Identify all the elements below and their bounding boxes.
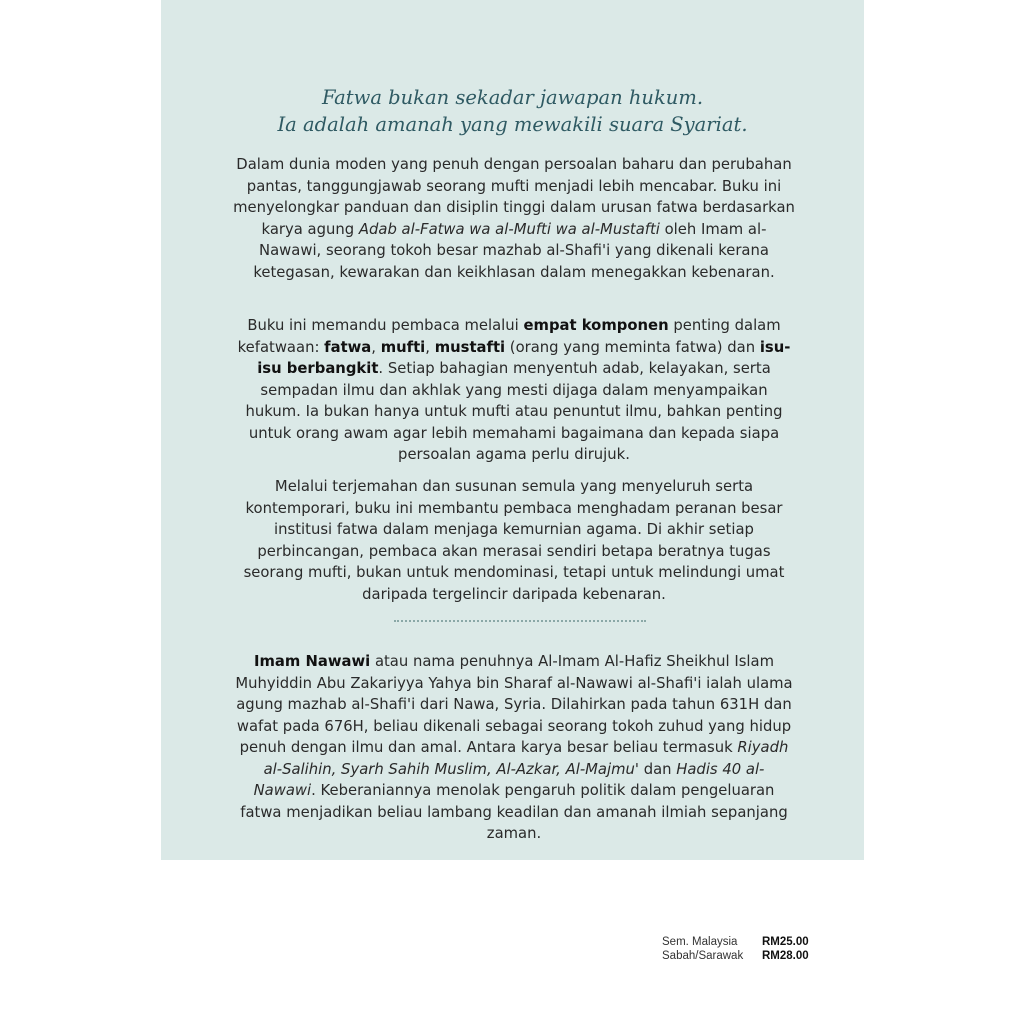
synopsis-paragraph-2 <box>233 315 795 466</box>
synopsis-paragraph-1 <box>233 154 795 283</box>
price-row <box>662 935 809 949</box>
synopsis-paragraph-3: Melalui terjemahan dan susunan semula yang menyeluruh serta kontemporari, buku ini membantu pembaca menghadam peranan besar institusi fatwa dalam menjaga kemurnian agama. Di akhir setiap perbincangan, pembaca akan merasai sendiri betapa beratnya tugas seorang mufti, bukan untuk mendominasi, tetapi untuk melindungi umat daripada tergelincir daripada kebenaran. <box>243 478 785 603</box>
paragraph-text: Dalam dunia moden yang penuh dengan persoalan baharu dan perubahan pantas, tanggungjawab seorang mufti menjadi lebih mencabar. Buku ini menyelongkar panduan dan disiplin tinggi dalam urusan fatwa berdasarkan karya agung <box>233 156 795 238</box>
paragraph-text: (orang yang meminta fatwa) dan <box>505 338 760 356</box>
bold-term: isu-isu berbangkit <box>257 338 791 377</box>
price-value: RM28.00 <box>762 950 809 962</box>
paragraph-text: . Keberaniannya menolak pengaruh politik dalam pengeluaran fatwa menjadikan beliau lambang keadilan dan amanah ilmiah sepanjang zaman. <box>240 782 788 842</box>
works-emphasis: Hadis 40 al-Nawawi <box>253 760 765 799</box>
paragraph-text: dan <box>638 760 677 778</box>
quote-line-1: Fatwa bukan sekadar jawapan hukum. <box>321 86 704 109</box>
paragraph-text: , <box>371 338 381 356</box>
author-bio-paragraph <box>233 651 795 845</box>
quote-line-2: Ia adalah amanah yang mewakili suara Syariat. <box>277 113 748 136</box>
book-title-emphasis: Adab al-Fatwa wa al-Mufti wa al-Mustafti <box>358 220 660 238</box>
bold-term: mufti <box>380 338 426 356</box>
bold-term: mustafti <box>434 338 506 356</box>
bold-term: fatwa <box>324 338 372 356</box>
price-row <box>662 949 809 963</box>
price-region: Sabah/Sarawak <box>662 950 744 962</box>
price-region: Sem. Malaysia <box>662 936 738 948</box>
price-list <box>662 935 809 963</box>
paragraph-text: oleh Imam al-Nawawi, seorang tokoh besar mazhab al-Shafi'i yang dikenali kerana ketegasan, kewarakan dan keikhlasan dalam menegakkan kebenaran. <box>253 220 775 281</box>
paragraph-text: Buku ini memandu pembaca melalui <box>247 317 524 334</box>
paragraph-text: atau nama penuhnya Al-Imam Al-Hafiz Sheikhul Islam Muhyiddin Abu Zakariyya Yahya bin Sharaf al-Nawawi al-Shafi'i ialah ulama agung mazhab al-Shafi'i dari Nawa, Syria. Dilahirkan pada tahun 631H dan wafat pada 676H, beliau dikenali sebagai seorang tokoh zuhud yang hidup penuh dengan ilmu dan amal. Antara karya besar beliau termasuk <box>235 653 793 756</box>
author-name: Imam Nawawi <box>253 653 371 670</box>
price-value: RM25.00 <box>762 936 809 948</box>
dotted-divider <box>394 620 646 622</box>
bold-term: empat komponen <box>523 317 669 334</box>
paragraph-text: , <box>425 338 435 356</box>
paragraph-text: penting dalam kefatwaan: <box>237 317 781 356</box>
cover-quote <box>161 84 864 138</box>
paragraph-text: . Setiap bahagian menyentuh adab, kelayakan, serta sempadan ilmu dan akhlak yang mesti dijaga dalam menyampaikan hukum. Ia bukan hanya untuk mufti atau penuntut ilmu, bahkan penting untuk orang awam agar lebih memahami bagaimana dan kepada siapa persoalan agama perlu dirujuk. <box>245 360 783 463</box>
works-emphasis: Riyadh al-Salihin, Syarh Sahih Muslim, Al-Azkar, Al-Majmu' <box>263 739 789 778</box>
